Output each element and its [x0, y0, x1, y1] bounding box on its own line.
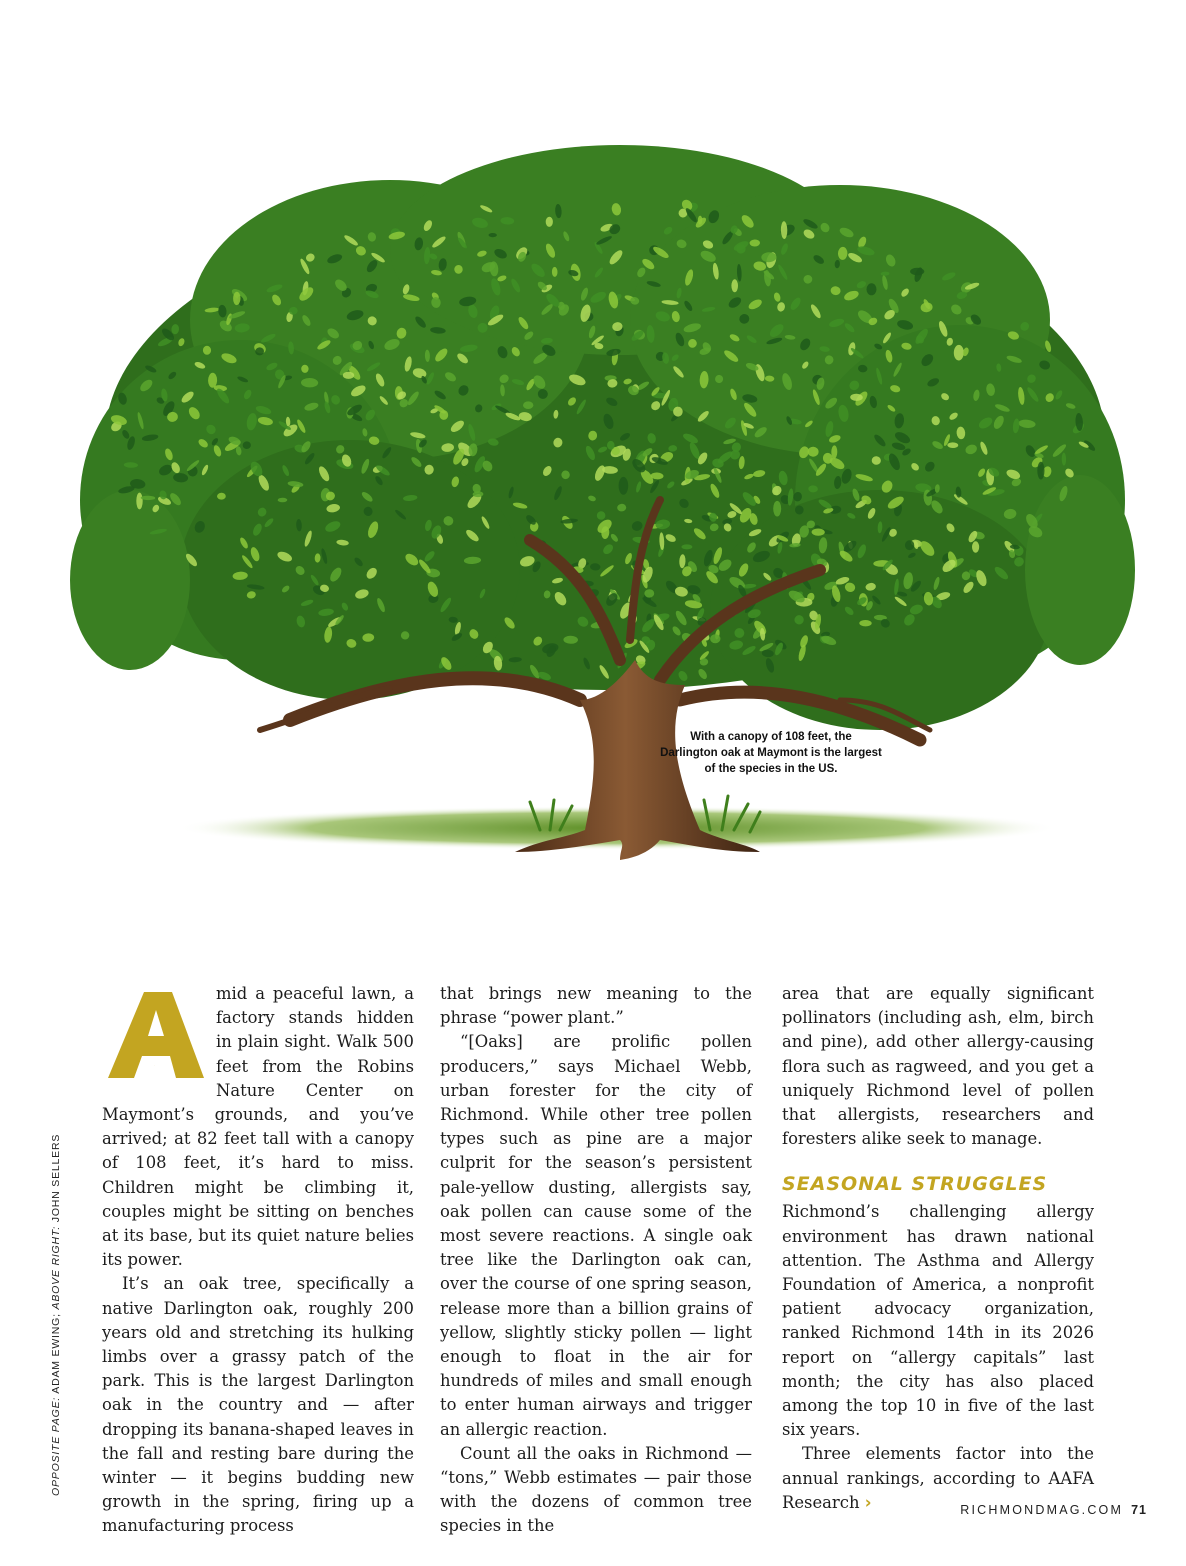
- svg-text:A: A: [154, 1066, 155, 1067]
- site-name: RICHMONDMAG.COM: [960, 1503, 1124, 1517]
- paragraph: that brings new meaning to the phrase “power plant.”: [440, 984, 752, 1028]
- page-footer: [960, 1503, 1147, 1517]
- credit-label: OPPOSITE PAGE:: [50, 1396, 62, 1496]
- paragraph: mid a peaceful lawn, a factory stands hidden in plain sight. Walk 500 feet from the Robins Nature Center on Maymont’s grounds, and you’ve arrived; at 82 feet tall with a canopy of 108 feet, it’s hard to miss. Children might be climbing it, couples might be sitting on benches at its base, but its quiet nature belies its power.: [102, 984, 414, 1270]
- figure-caption: With a canopy of 108 feet, the Darlington oak at Maymont is the largest of the species in the US.: [660, 731, 882, 775]
- paragraph: “[Oaks] are prolific pollen producers,” says Michael Webb, urban forester for the city of Richmond. While other tree pollen types such as pine are a major culprit for the season’s persistent pale-yellow dusting, allergists say, oak pollen can cause some of the most severe reactions. A single oak tree like the Darlington oak can, over the course of one spring season, release more than a billion grains of yellow, slightly sticky pollen — light enough to float in the air for hundreds of miles and small enough to enter human airways and trigger an allergic reaction.: [440, 1032, 752, 1439]
- section-subhead: SEASONAL STRUGGLES: [782, 1173, 1048, 1196]
- article-column-3: [782, 982, 1094, 1515]
- paragraph: area that are equally significant pollinators (including ash, elm, birch and pine), add other allergy-causing flora such as ragweed, and you get a uniquely Richmond level of pollen that allergists, researchers and foresters alike seek to manage.: [782, 984, 1094, 1149]
- article-column-2: [440, 982, 752, 1539]
- page-number: 71: [1131, 1503, 1147, 1517]
- article-column-1: [102, 982, 414, 1539]
- paragraph: Count all the oaks in Richmond — “tons,” Webb estimates — pair those with the dozens of common tree species in the: [440, 1443, 752, 1536]
- credit-name: JOHN SELLERS: [50, 1133, 62, 1223]
- paragraph: Richmond’s challenging allergy environment has drawn national attention. The Asthma and Allergy Foundation of America, a nonprofit patient advocacy organization, ranked Richmond 14th in its 2026 report on “allergy capitals” last month; the city has also placed among the top 10 in five of the last six years.: [782, 1202, 1094, 1440]
- paragraph: It’s an oak tree, specifically a native Darlington oak, roughly 200 years old and stretching its hulking limbs over a grassy patch of the park. This is the largest Darlington oak in the country and — after dropping its banana-shaped leaves in the fall and resting bare during the winter — it begins budding new growth in the spring, firing up a manufacturing process: [102, 1274, 414, 1536]
- continue-arrow-icon: ›: [864, 1492, 872, 1512]
- drop-cap: [100, 986, 208, 1082]
- oak-tree-illustration: [60, 140, 1150, 900]
- photo-credit: [50, 1134, 62, 1496]
- credit-name: ADAM EWING;: [50, 1313, 62, 1394]
- credit-label: ABOVE RIGHT:: [50, 1225, 62, 1310]
- paragraph-text: Three elements factor into the annual rankings, according to AAFA Research: [782, 1444, 1094, 1512]
